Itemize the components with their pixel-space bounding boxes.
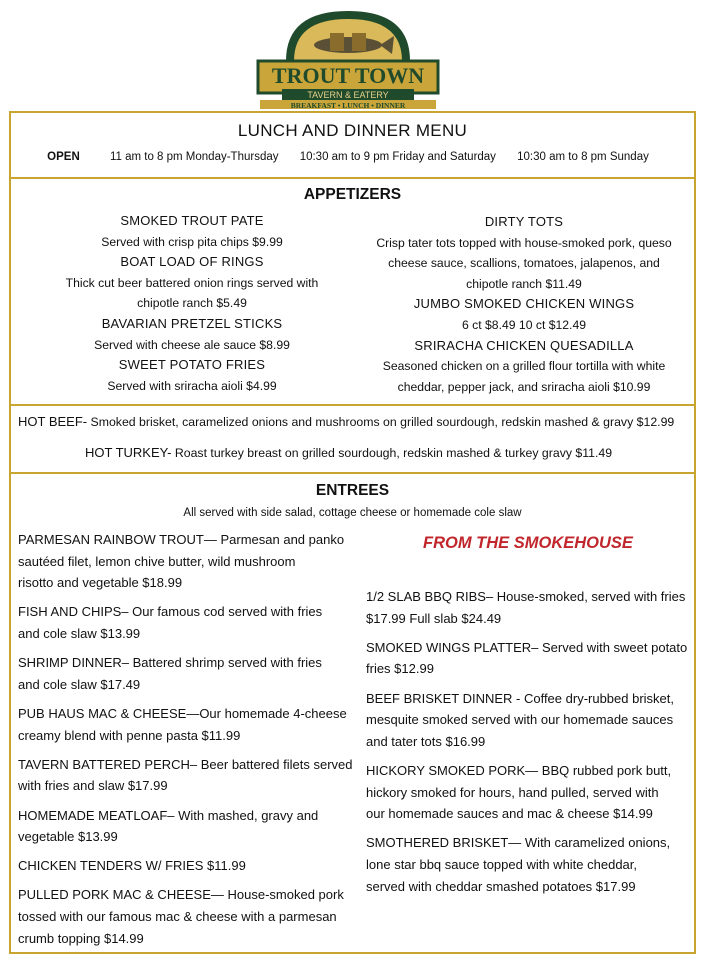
- entree-item-line: and cole slaw $17.49: [18, 676, 141, 692]
- entree-item-line: PUB HAUS MAC & CHEESE—Our homemade 4-cheese: [18, 705, 347, 721]
- smokehouse-item-line: $17.99 Full slab $24.49: [366, 610, 502, 626]
- entree-item-line: creamy blend with penne pasta $11.99: [18, 727, 241, 743]
- appetizers-left-column: [37, 211, 347, 396]
- smokehouse-item-line: SMOTHERED BRISKET— With caramelized onions,: [366, 835, 671, 851]
- hot-turkey-item: [85, 445, 612, 460]
- appetizer-description: 6 ct $8.49 10 ct $12.49: [462, 317, 586, 332]
- smokehouse-item-line: and tater tots $16.99: [366, 733, 486, 749]
- appetizer-name: BOAT LOAD OF RINGS: [120, 254, 264, 270]
- entree-item-line: PULLED PORK MAC & CHEESE— House-smoked pork: [18, 887, 344, 903]
- smokehouse-item: [366, 688, 696, 753]
- appetizers-section: [9, 177, 696, 406]
- appetizer-name: JUMBO SMOKED CHICKEN WINGS: [413, 296, 635, 312]
- entree-item: [18, 884, 368, 949]
- entree-item-line: sautéed filet, lemon chive butter, wild mushroom: [18, 553, 296, 569]
- appetizer-description: chipotle ranch $11.49: [466, 276, 582, 291]
- entree-item-line: CHICKEN TENDERS W/ FRIES $11.99: [18, 858, 246, 874]
- smokehouse-item-line: served with cheddar smashed potatoes $17.99: [366, 878, 636, 894]
- smokehouse-item-line: 1/2 SLAB BBQ RIBS– House-smoked, served with fries: [366, 589, 686, 604]
- entree-item: [18, 703, 368, 746]
- smokehouse-item: [366, 832, 696, 897]
- smokehouse-item: [366, 586, 696, 629]
- entree-item: [18, 601, 368, 644]
- entree-item: [18, 855, 368, 877]
- appetizers-right-column: [363, 212, 685, 397]
- entrees-subtitle: All served with side salad, cottage cheese or homemade cole slaw: [183, 507, 522, 519]
- entree-item-line: TAVERN BATTERED PERCH– Beer battered filets served: [18, 756, 353, 772]
- hot-beef-name: HOT BEEF-: [18, 414, 88, 429]
- smokehouse-item: [366, 637, 696, 680]
- entrees-section: [9, 472, 696, 954]
- smokehouse-item: [366, 760, 696, 825]
- hours-weekday: 11 am to 8 pm Monday-Thursday: [109, 151, 279, 163]
- appetizer-description: Thick cut beer battered onion rings served with: [65, 275, 319, 290]
- smokehouse-item-line: lone star bbq sauce topped with white cheddar,: [366, 856, 638, 872]
- appetizer-description: chipotle ranch $5.49: [137, 296, 247, 311]
- hours-label: OPEN: [47, 151, 80, 163]
- hours-sunday: 10:30 am to 8 pm Sunday: [517, 151, 649, 163]
- entree-item-line: vegetable $13.99: [18, 829, 118, 845]
- appetizer-description: Crisp tater tots topped with house-smoked pork, queso: [376, 235, 672, 250]
- menu-title: LUNCH AND DINNER MENU: [237, 121, 468, 140]
- entree-item-line: tossed with our famous mac & cheese with a parmesan: [18, 909, 337, 925]
- appetizer-name: SWEET POTATO FRIES: [118, 357, 266, 373]
- entree-item: [18, 652, 368, 695]
- appetizer-name: BAVARIAN PRETZEL STICKS: [101, 315, 283, 331]
- entree-item: [18, 529, 368, 594]
- appetizer-description: cheese sauce, scallions, tomatoes, jalapenos, and: [388, 256, 660, 271]
- smokehouse-item-line: hickory smoked for hours, hand pulled, served with: [366, 784, 659, 800]
- logo-name: TROUT TOWN: [271, 63, 425, 88]
- appetizer-name: DIRTY TOTS: [484, 214, 564, 229]
- appetizer-description: cheddar, pepper jack, and sriracha aioli $10.99: [397, 379, 651, 394]
- smokehouse-item-line: mesquite smoked served with our homemade sauces: [366, 712, 674, 728]
- trout-icon: [314, 37, 382, 53]
- smokehouse-item-line: SMOKED WINGS PLATTER– Served with sweet potato: [366, 639, 688, 655]
- appetizer-description: Served with crisp pita chips $9.99: [101, 234, 283, 249]
- hot-sandwich-section: [9, 404, 696, 474]
- entree-item: [18, 805, 368, 848]
- smokehouse-title: FROM THE SMOKEHOUSE: [423, 534, 633, 552]
- logo-meals: BREAKFAST • LUNCH • DINNER: [290, 101, 406, 109]
- entrees-left-column: [18, 529, 368, 957]
- hours-line: [11, 151, 694, 163]
- hours-weekend: 10:30 am to 9 pm Friday and Saturday: [299, 151, 496, 163]
- entree-item-line: FISH AND CHIPS– Our famous cod served with fries: [18, 604, 323, 620]
- appetizer-name: SRIRACHA CHICKEN QUESADILLA: [414, 337, 634, 353]
- entree-item: [18, 754, 368, 797]
- logo-tagline: TAVERN & EATERY: [307, 90, 389, 100]
- hot-beef-desc: Smoked brisket, caramelized onions and mushrooms on grilled sourdough, redskin mashed & gravy $12.99: [87, 415, 675, 429]
- entree-item-line: PARMESAN RAINBOW TROUT— Parmesan and panko: [18, 532, 345, 547]
- appetizers-title: APPETIZERS: [303, 186, 402, 203]
- entree-item-line: risotto and vegetable $18.99: [18, 575, 183, 591]
- smokehouse-item-line: HICKORY SMOKED PORK— BBQ rubbed pork butt,: [366, 762, 672, 778]
- trout-town-logo: [252, 5, 444, 109]
- hot-turkey-desc: Roast turkey breast on grilled sourdough, redskin mashed & turkey gravy $11.49: [171, 446, 613, 460]
- smokehouse-item-line: fries $12.99: [366, 661, 434, 677]
- menu-header-box: [9, 111, 696, 179]
- entree-item-line: SHRIMP DINNER– Battered shrimp served with fries: [18, 655, 322, 671]
- hot-beef-item: [18, 414, 674, 429]
- smokehouse-item-line: our homemade sauces and mac & cheese $14.99: [366, 806, 653, 822]
- appetizer-name: SMOKED TROUT PATE: [120, 213, 264, 228]
- entree-item-line: and cole slaw $13.99: [18, 625, 141, 641]
- smokehouse-column: [366, 586, 696, 905]
- appetizer-description: Seasoned chicken on a grilled flour tortilla with white: [382, 359, 666, 374]
- appetizer-description: Served with sriracha aioli $4.99: [107, 378, 277, 393]
- entree-item-line: with fries and slaw $17.99: [18, 778, 168, 794]
- hot-turkey-name: HOT TURKEY-: [85, 445, 172, 460]
- entrees-title: ENTREES: [315, 482, 390, 499]
- entree-item-line: crumb topping $14.99: [18, 930, 144, 946]
- entree-item-line: HOMEMADE MEATLOAF– With mashed, gravy and: [18, 807, 319, 823]
- smokehouse-item-line: BEEF BRISKET DINNER - Coffee dry-rubbed brisket,: [366, 690, 675, 706]
- appetizer-description: Served with cheese ale sauce $8.99: [94, 337, 290, 352]
